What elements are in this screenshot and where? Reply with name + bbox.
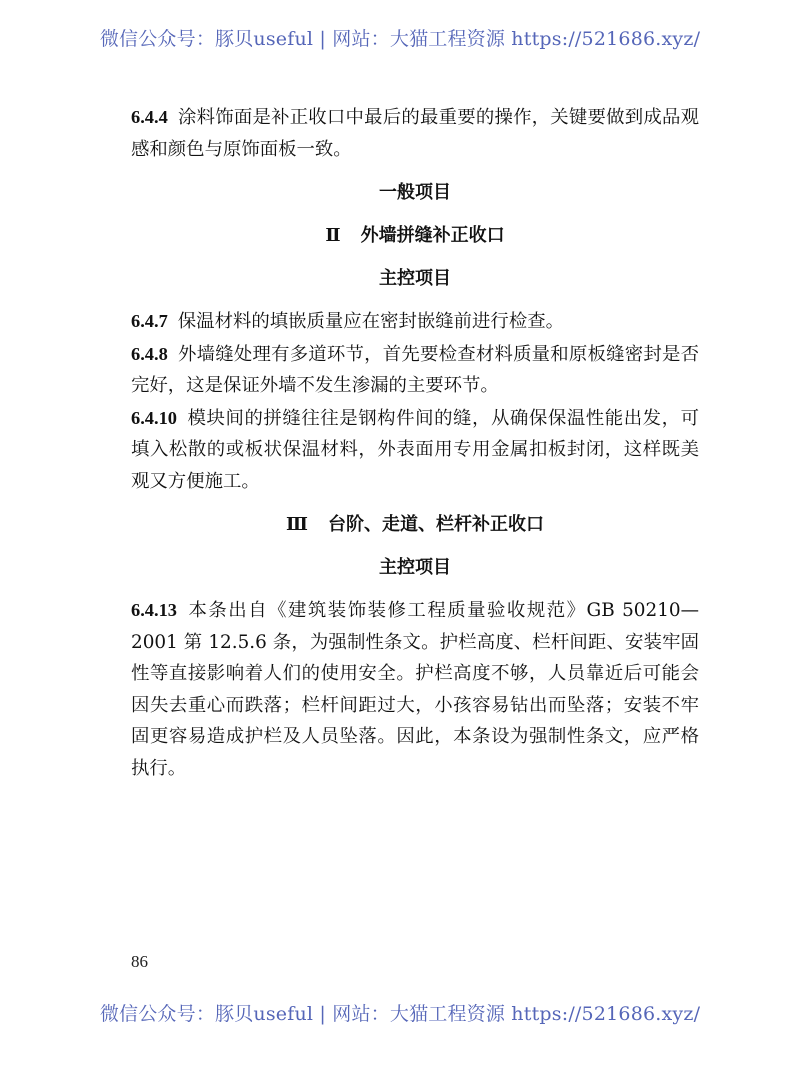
heading-main-control-items: 主控项目 <box>379 268 451 289</box>
section-heading-2 <box>131 220 699 251</box>
section-roman-numeral: Ⅱ <box>325 225 341 245</box>
clause-number: 6.4.10 <box>131 407 177 428</box>
heading-main-control-items: 主控项目 <box>379 557 451 578</box>
clause-text: 外墙缝处理有多道环节，首先要检查材料质量和原板缝密封是否完好，这是保证外墙不发生渗漏的主要环节。 <box>131 343 699 396</box>
clause-6-4-8 <box>131 339 699 402</box>
document-body <box>131 102 699 785</box>
clause-text: 模块间的拼缝往往是钢构件间的缝，从确保保温性能出发，可填入松散的或板状保温材料，外表面用专用金属扣板封闭，这样既美观又方便施工。 <box>131 407 699 492</box>
heading-general-items: 一般项目 <box>379 182 451 203</box>
clause-text: 本条出自《建筑装饰装修工程质量验收规范》GB 50210—2001 第 12.5.6 条，为强制性条文。护栏高度、栏杆间距、安装牢固性等直接影响着人们的使用安全。护栏高度不够，人员靠近后可能会因失去重心而跌落；栏杆间距过大，小孩容易钻出而坠落；安装不牢固更容易造成护栏及人员坠落。因此，本条设为强制性条文，应严格执行。 <box>131 600 699 779</box>
section-heading-3 <box>131 509 699 540</box>
clause-6-4-13 <box>131 595 699 784</box>
clause-number: 6.4.7 <box>131 311 168 331</box>
clause-6-4-10 <box>131 403 699 498</box>
clause-text: 保温材料的填嵌质量应在密封嵌缝前进行检查。 <box>177 311 564 332</box>
watermark-bottom: 微信公众号：豚贝useful | 网站：大猫工程资源 https://521686.xyz/ <box>99 1003 701 1025</box>
clause-6-4-4 <box>131 102 699 165</box>
clause-6-4-7 <box>131 306 699 338</box>
section-title: 外墙拼缝补正收口 <box>360 225 505 246</box>
section-roman-numeral: Ⅲ <box>286 514 308 534</box>
clause-text: 涂料饰面是补正收口中最后的最重要的操作，关键要做到成品观感和颜色与原饰面板一致。 <box>131 107 699 160</box>
clause-number: 6.4.4 <box>131 107 168 127</box>
watermark-top: 微信公众号：豚贝useful | 网站：大猫工程资源 https://521686.xyz/ <box>99 28 701 50</box>
clause-number: 6.4.13 <box>131 600 177 620</box>
section-title: 台阶、走道、栏杆补正收口 <box>327 514 544 535</box>
clause-number: 6.4.8 <box>131 343 168 364</box>
page-number: 86 <box>131 952 148 971</box>
